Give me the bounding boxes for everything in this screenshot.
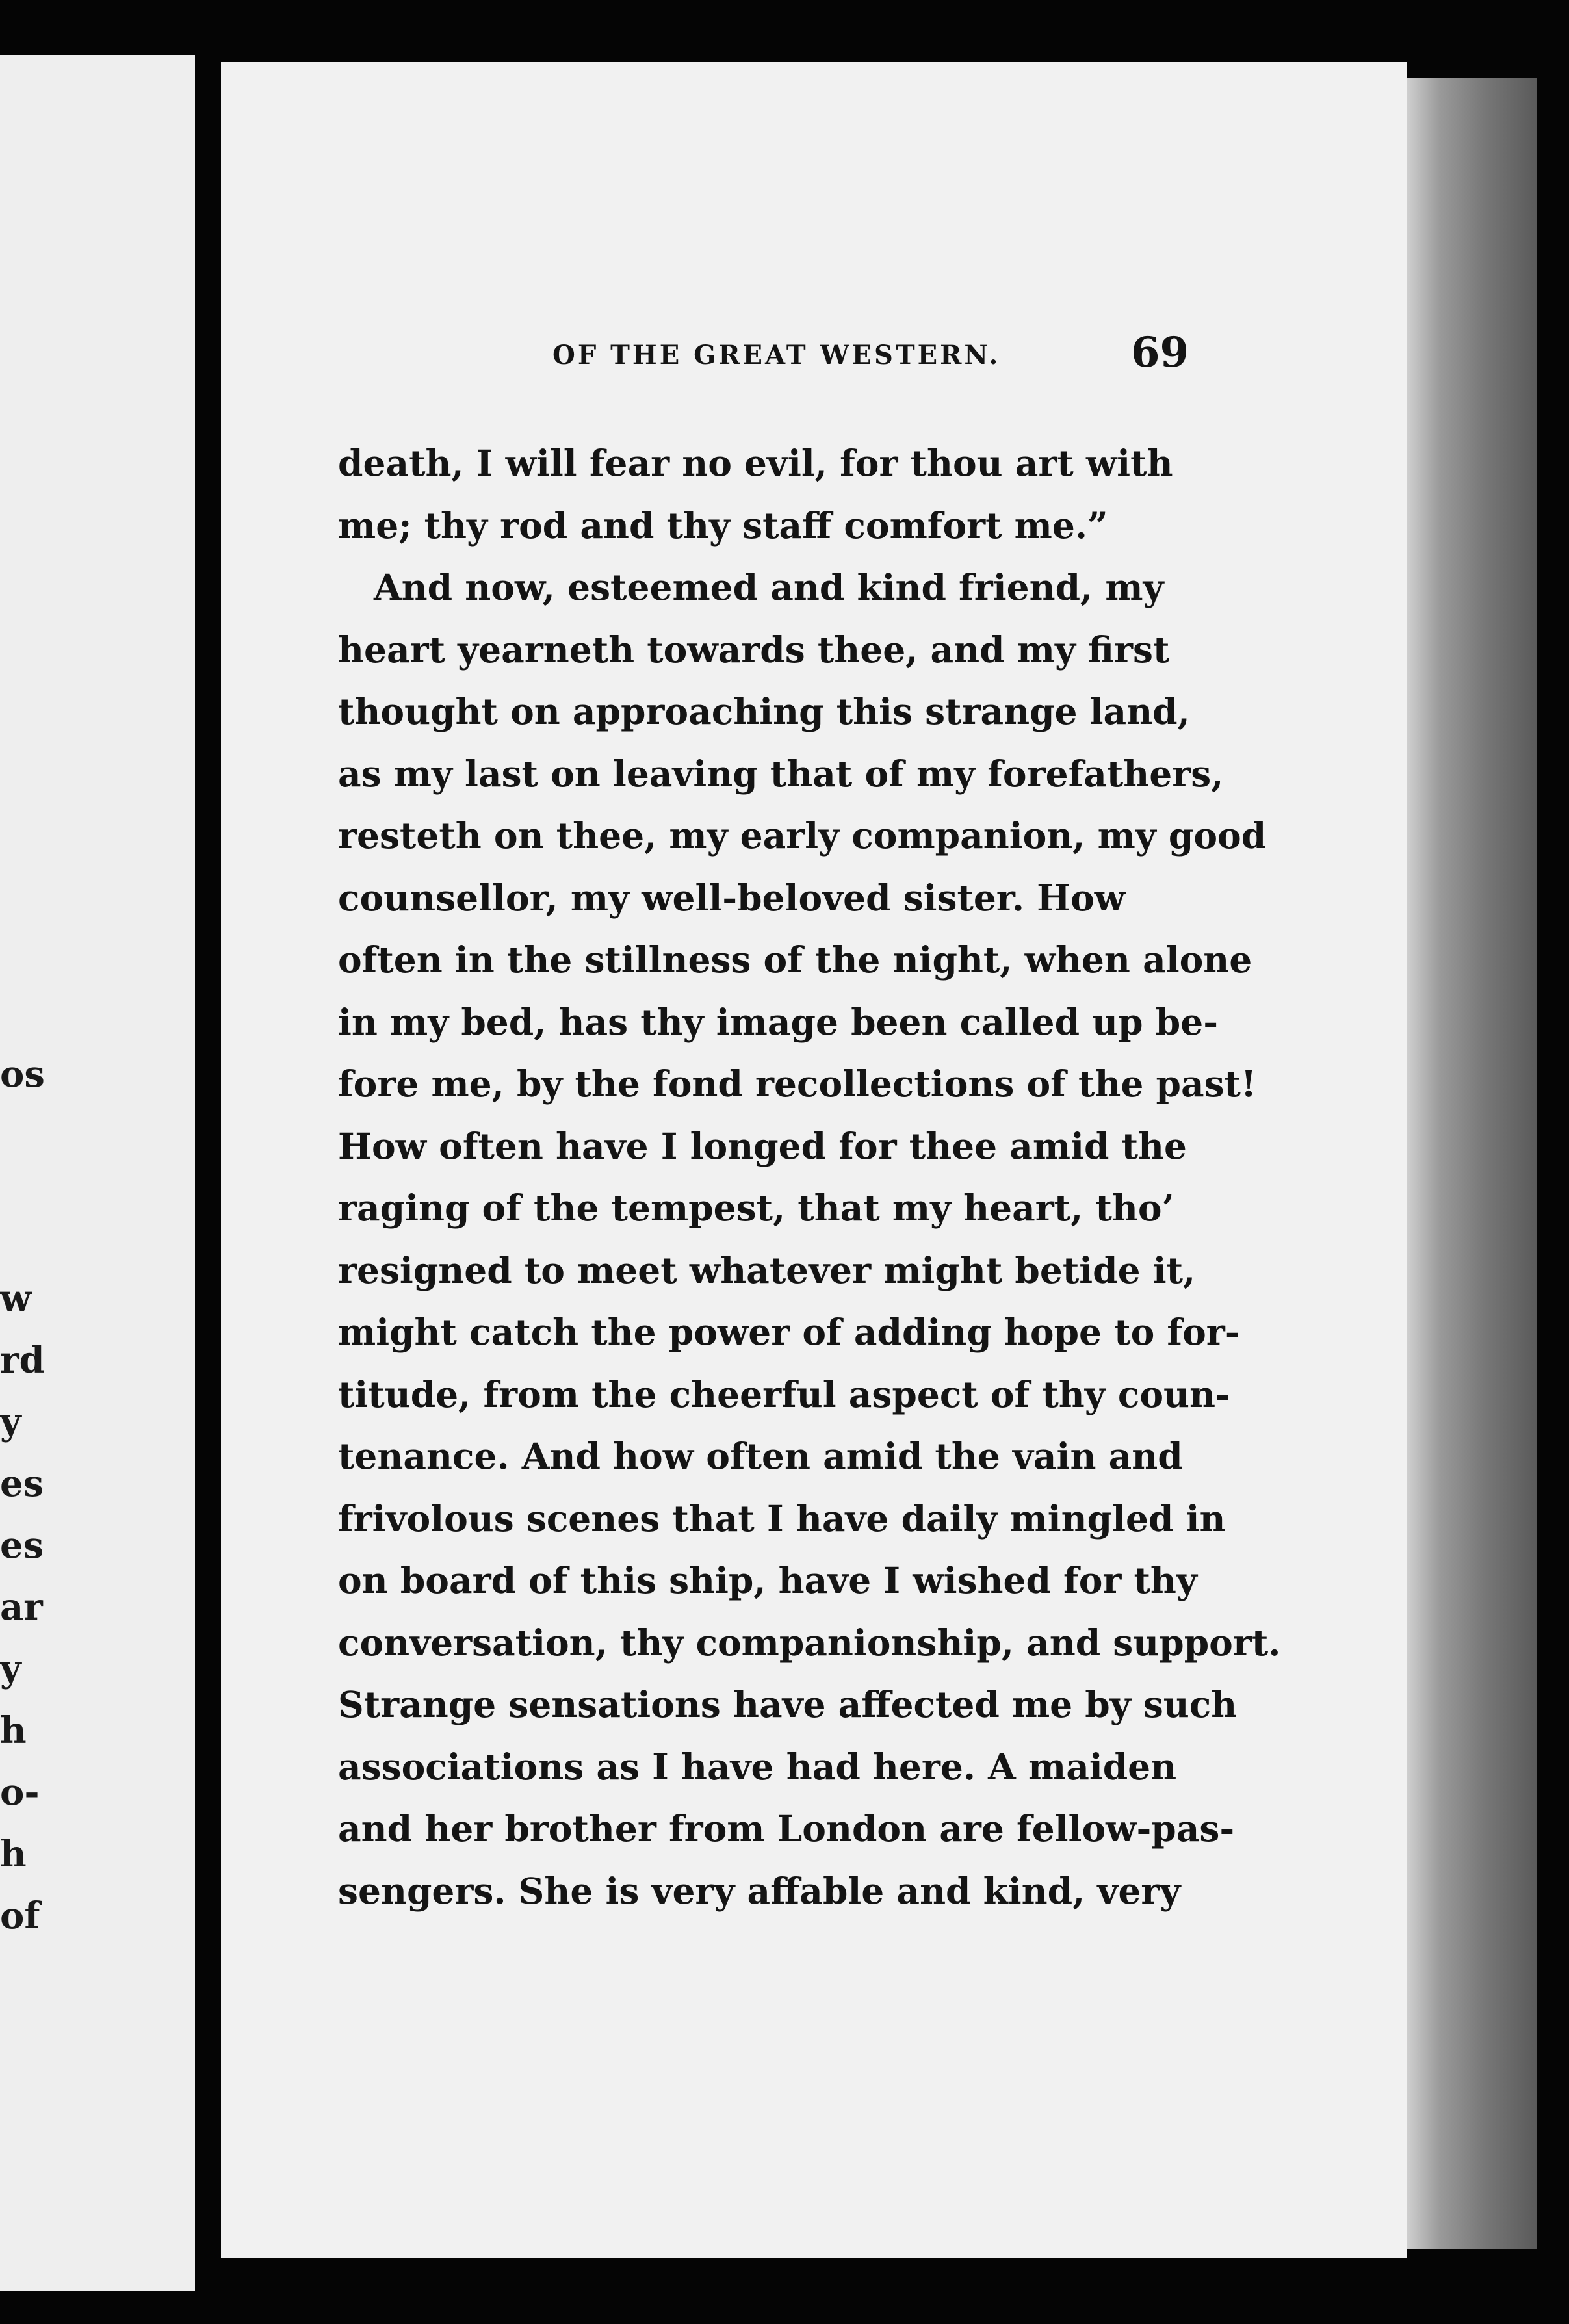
text-line: fore me, by the fond recollections of the past! (338, 1063, 1257, 1105)
text-line: tenance. And how often amid the vain and (338, 1435, 1183, 1477)
page-number: 69 (1131, 328, 1189, 377)
text-line: Strange sensations have affected me by such (338, 1683, 1238, 1725)
facing-page-fragment: of (0, 1894, 40, 1937)
text-line: me; thy rod and thy staff comfort me.” (338, 504, 1108, 547)
facing-page (0, 55, 195, 2291)
text-line: titude, from the cheerful aspect of thy coun- (338, 1373, 1230, 1415)
text-line: raging of the tempest, that my heart, tho’ (338, 1187, 1174, 1229)
text-line: on board of this ship, have I wished for thy (338, 1559, 1197, 1601)
text-line: counsellor, my well-beloved sister. How (338, 876, 1126, 919)
text-line: death, I will fear no evil, for thou art with (338, 442, 1173, 484)
text-line: resigned to meet whatever might betide it, (338, 1248, 1196, 1291)
facing-page-fragment: h (0, 1833, 27, 1876)
text-line: thought on approaching this strange land, (338, 690, 1190, 732)
text-line: How often have I longed for thee amid the (338, 1124, 1187, 1167)
facing-page-fragment: es (0, 1524, 44, 1567)
facing-page-fragment: y (0, 1401, 21, 1443)
facing-page-fragment: w (0, 1277, 32, 1320)
text-line: associations as I have had here. A maiden (338, 1745, 1177, 1788)
text-line: sengers. She is very affable and kind, very (338, 1869, 1181, 1912)
text-line: heart yearneth towards thee, and my first (338, 628, 1170, 671)
text-line: resteth on thee, my early companion, my good (338, 814, 1267, 857)
facing-page-fragment: h (0, 1709, 27, 1752)
facing-page-fragment: rd (0, 1339, 45, 1382)
text-line: as my last on leaving that of my forefathers, (338, 752, 1224, 795)
text-line: frivolous scenes that I have daily mingled in (338, 1497, 1226, 1540)
book-page (221, 62, 1407, 2258)
facing-page-fragment: o- (0, 1771, 40, 1814)
text-line: and her brother from London are fellow-pas- (338, 1807, 1235, 1850)
book-page-edges (1407, 78, 1537, 2249)
text-line: might catch the power of adding hope to for- (338, 1311, 1240, 1353)
body-text (338, 432, 1404, 1922)
text-line: in my bed, has thy image been called up be- (338, 1000, 1219, 1043)
facing-page-fragment: os (0, 1053, 45, 1096)
facing-page-fragment: es (0, 1462, 44, 1505)
facing-page-fragment: y (0, 1647, 21, 1690)
text-line: often in the stillness of the night, when alone (338, 938, 1252, 981)
running-head: OF THE GREAT WESTERN. (552, 340, 1001, 370)
facing-page-fragment: ar (0, 1586, 43, 1629)
text-line: conversation, thy companionship, and support. (338, 1621, 1281, 1664)
text-line: And now, esteemed and kind friend, my (338, 566, 1164, 608)
